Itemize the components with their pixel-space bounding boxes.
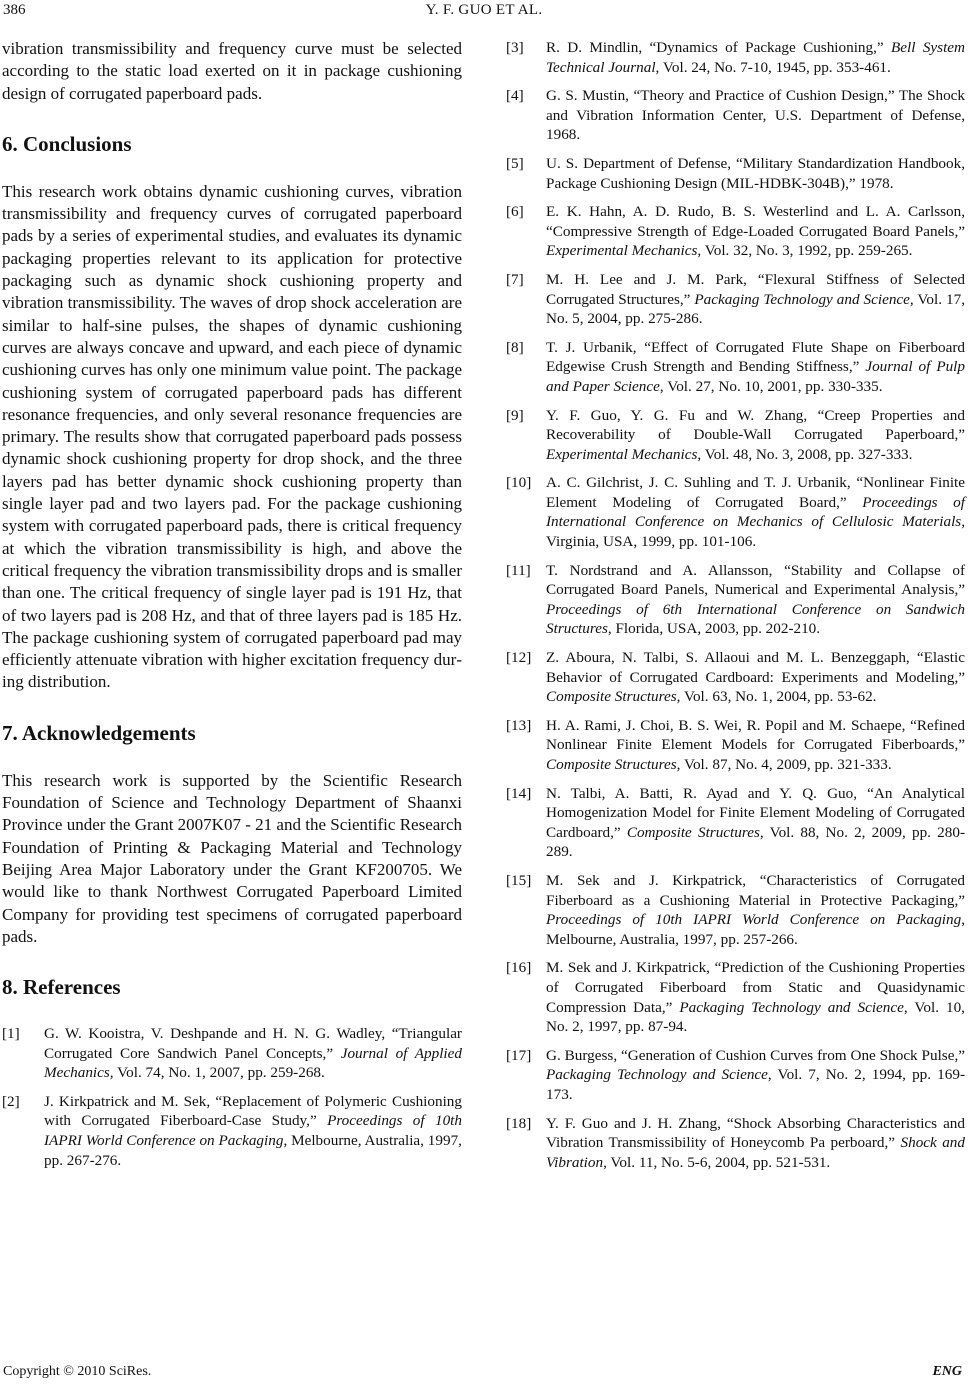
reference-text: Y. F. Guo and J. H. Zhang, “Shock Absorbing Characteristics and Vibration Transmissibility of Honeycomb Pa perboard,” xyxy=(546,1114,965,1152)
reference-text: G. Burgess, “Generation of Cushion Curves from One Shock Pulse,” xyxy=(546,1046,965,1064)
reference-item xyxy=(506,871,965,949)
reference-number: [12] xyxy=(506,649,532,667)
reference-number: [18] xyxy=(506,1114,532,1132)
reference-details: , Vol. 27, No. 10, 2001, pp. 330-335. xyxy=(659,377,883,395)
reference-item xyxy=(506,406,965,465)
references-heading: 8. References xyxy=(2,975,121,1000)
reference-source: Experimental Mechanics xyxy=(546,445,698,463)
reference-text: A. C. Gilchrist, J. C. Suhling and T. J. Urbanik, “Nonlinear Finite Element Modeling of Corrugated Board,” xyxy=(546,474,965,511)
reference-text: H. A. Rami, J. Choi, B. S. Wei, R. Popil and M. Schaepe, “Refined Nonlinear Finite Element Models for Corrugated Fiberboards,” xyxy=(546,716,965,754)
reference-number: [7] xyxy=(506,270,524,288)
reference-number: [17] xyxy=(506,1046,532,1064)
reference-details: , Vol. 7, No. 2, 1994, pp. 169-173. xyxy=(546,1066,966,1103)
reference-source: Journal of Pulp and Paper Science xyxy=(546,358,965,395)
reference-number: [15] xyxy=(506,871,532,889)
reference-number: [11] xyxy=(506,561,531,579)
page-footer xyxy=(0,1364,968,1384)
reference-source: Bell System Technical Journal xyxy=(546,39,965,76)
reference-number: [5] xyxy=(506,154,524,172)
reference-text: E. K. Hahn, A. D. Rudo, B. S. Westerlind and L. A. Carlsson, “Compressive Strength of Edge-Loaded Corrugated Board Panels,” xyxy=(546,203,965,240)
reference-details: , Vol. 17, No. 5, 2004, pp. 275-286. xyxy=(546,290,965,328)
reference-details: , Vol. 88, No. 2, 2009, pp. 280-289. xyxy=(546,823,966,861)
reference-text: U. S. Department of Defense, “Military Standardization Handbook, Package Cushioning Design (MIL-HDBK-304B),” 1978. xyxy=(546,154,965,192)
reference-details: , Vol. 10, No. 2, 1997, pp. 87-94. xyxy=(546,998,965,1036)
reference-text: J. Kirkpatrick and M. Sek, “Replacement of Polymeric Cushioning with Corrugated Fiberboard-Case Study,” xyxy=(44,1092,462,1130)
reference-details: , Virginia, USA, 1999, pp. 101-106. xyxy=(546,513,965,551)
reference-item xyxy=(506,473,965,551)
reference-item xyxy=(506,561,965,639)
reference-item xyxy=(506,202,965,261)
reference-number: [1] xyxy=(2,1025,20,1043)
reference-item xyxy=(2,1092,462,1170)
reference-item xyxy=(506,958,965,1036)
reference-source: Packaging Technology and Science xyxy=(679,998,904,1016)
reference-item xyxy=(506,716,965,775)
reference-item xyxy=(2,1024,462,1083)
reference-item xyxy=(506,784,965,862)
reference-item xyxy=(506,38,965,77)
reference-details: , Vol. 11, No. 5-6, 2004, pp. 521-531. xyxy=(603,1153,831,1171)
reference-text: Z. Aboura, N. Talbi, S. Allaoui and M. L. Benzeggaph, “Elastic Behavior of Corrugated Cardboard: Experiments and Modeling,” xyxy=(546,649,965,686)
reference-text: M. H. Lee and J. M. Park, “Flexural Stiffness of Selected Corrugated Structures,” xyxy=(546,270,965,308)
reference-source: Proceedings of 10th IAPRI World Conference on Packaging xyxy=(44,1112,462,1150)
reference-text: N. Talbi, A. Batti, R. Ayad and Y. Q. Guo, “An Analytical Homogenization Model for Finite Element Modeling of Corrugated Cardboard,” xyxy=(546,784,965,841)
reference-details: , Melbourne, Australia, 1997, pp. 267-276. xyxy=(44,1132,462,1169)
reference-details: , Florida, USA, 2003, pp. 202-210. xyxy=(607,620,821,638)
reference-details: , Vol. 48, No. 3, 2008, pp. 327-333. xyxy=(697,445,913,463)
conclusions-paragraph: This research work obtains dynamic cushioning curves, vibration transmissibility and frequency curves of corrugated paperboard pads by a series of experimental studies, and evaluates its dynamic packaging properties relevant to its application for protective packaging such as dynamic shock cushioning property and vibration transmissibility. The waves of drop shock acceleration are similar to half-sine pulses, the shapes of dynamic cushioning curves are always concave and upward, and each piece of dynamic cushioning curves has only one minimum value point. The package cushioning system of corrugated paperboard pads has different resonance frequencies, and only several resonance frequencies are primary. The results show that corrugated paperboard pads possess dynamic shock cushioning property for drop shock, and the three layers pad has better dynamic shock cushioning property than single layer pad and two layers pad. For the package cushioning system with corrugated paperboard pads, there is critical frequency at which the vibration transmissibility is high, and above the critical frequency the vibration transmissibility drops and is smaller than one. The critical frequency of single layer pad is 191 Hz, that of two layers pad is 208 Hz, and that of three layers pad is 185 Hz. The package cushioning system of corrugated paperboard pad may efficiently attenuate vibration with higher excitation frequency during distribution. xyxy=(2,181,462,692)
reference-text: M. Sek and J. Kirkpatrick, “Prediction of the Cushioning Properties of Corrugated Fiberboard from Static and Quasidynamic Compression Data,” xyxy=(546,959,965,1016)
reference-number: [10] xyxy=(506,474,532,492)
reference-number: [9] xyxy=(506,406,524,424)
reference-number: [6] xyxy=(506,203,524,221)
reference-source: Composite Structures xyxy=(546,688,677,706)
reference-source: Experimental Mechanics xyxy=(546,242,698,260)
reference-source: Journal of Applied Mechanics xyxy=(44,1044,462,1082)
reference-number: [14] xyxy=(506,784,532,802)
reference-list-right xyxy=(506,38,965,1172)
reference-details: , Vol. 32, No. 3, 1992, pp. 259-265. xyxy=(697,242,913,260)
reference-text: T. Nordstrand and A. Allansson, “Stability and Collapse of Corrugated Board Panels, Numerical and Experimental Analysis,” xyxy=(546,561,965,599)
reference-text: R. D. Mindlin, “Dynamics of Package Cushioning,” xyxy=(546,39,892,56)
reference-details: , Vol. 63, No. 1, 2004, pp. 53-62. xyxy=(676,688,877,706)
reference-text: G. S. Mustin, “Theory and Practice of Cushion Design,” The Shock and Vibration Information Center, U.S. Department of Defense, 1968. xyxy=(546,87,965,144)
reference-item xyxy=(506,1046,965,1105)
reference-source: Proceedings of 10th IAPRI World Conference on Packaging xyxy=(546,911,962,929)
acknowledgements-heading: 7. Acknowledgements xyxy=(2,720,196,745)
reference-source: Packaging Technology and Science xyxy=(546,1066,768,1084)
reference-item xyxy=(506,1114,965,1173)
reference-text: M. Sek and J. Kirkpatrick, “Characteristics of Corrugated Fiberboard as a Cushioning Material in Protective Packaging,” xyxy=(546,871,965,909)
page-header xyxy=(0,0,968,26)
reference-text: T. J. Urbanik, “Effect of Corrugated Flute Shape on Fiberboard Edgewise Crush Strength and Bending Stiffness,” xyxy=(546,338,965,376)
reference-number: [13] xyxy=(506,716,532,734)
reference-source: Packaging Technology and Science xyxy=(694,290,910,308)
reference-source: Proceedings of International Conference on Mechanics of Cellulosic Materials xyxy=(546,493,965,531)
reference-text: G. W. Kooistra, V. Deshpande and H. N. G. Wadley, “Triangular Corrugated Core Sandwich Panel Concepts,” xyxy=(44,1025,462,1062)
reference-number: [16] xyxy=(506,959,532,977)
reference-number: [8] xyxy=(506,338,524,356)
page-number: 386 xyxy=(3,2,26,18)
reference-source: Composite Structures xyxy=(546,756,677,773)
reference-details: , Vol. 74, No. 1, 2007, pp. 259-268. xyxy=(109,1064,325,1082)
running-head: Y. F. GUO ET AL. xyxy=(425,2,543,18)
acknowledgements-paragraph: This research work is supported by the Scientific Research Foundation of Science and Technology Department of Shaanxi Province under the Grant 2007K07 - 21 and the Scientific Research Foundation of Printing & Packaging Material and Technology Beijing Area Major Laboratory under the Grant KF200705. We would like to thank Northwest Corrugated Paperboard Limited Company for providing test specimens of corrugated paperboard pads. xyxy=(2,770,462,946)
reference-item xyxy=(506,270,965,329)
reference-details: , Melbourne, Australia, 1997, pp. 257-266. xyxy=(546,911,965,948)
reference-text: Y. F. Guo, Y. G. Fu and W. Zhang, “Creep Properties and Recoverability of Double-Wall Corrugated Paperboard,” xyxy=(546,406,965,444)
reference-item xyxy=(506,86,965,145)
reference-number: [2] xyxy=(2,1092,20,1110)
left-column xyxy=(2,38,462,1179)
reference-source: Proceedings of 6th International Conference on Sandwich Structures xyxy=(546,600,965,638)
reference-item xyxy=(506,338,965,397)
right-column xyxy=(506,38,965,1181)
copyright-notice: Copyright © 2010 SciRes. xyxy=(3,1364,152,1379)
reference-source: Composite Structures xyxy=(626,823,760,841)
reference-details: , Vol. 24, No. 7-10, 1945, pp. 353-461. xyxy=(655,58,891,76)
reference-number: [3] xyxy=(506,39,524,56)
reference-list-left xyxy=(2,1024,462,1170)
reference-number: [4] xyxy=(506,87,524,105)
conclusions-heading: 6. Conclusions xyxy=(2,131,132,156)
reference-item xyxy=(506,648,965,707)
reference-source: Shock and Vibration xyxy=(546,1134,965,1171)
reference-details: , Vol. 87, No. 4, 2009, pp. 321-333. xyxy=(676,756,892,773)
reference-item xyxy=(506,154,965,193)
intro-paragraph: vibration transmissibility and frequency curve must be selected according to the static load exerted on it in package cushioning design of corrugated paperboard pads. xyxy=(2,39,462,103)
journal-abbreviation: ENG xyxy=(932,1364,962,1379)
